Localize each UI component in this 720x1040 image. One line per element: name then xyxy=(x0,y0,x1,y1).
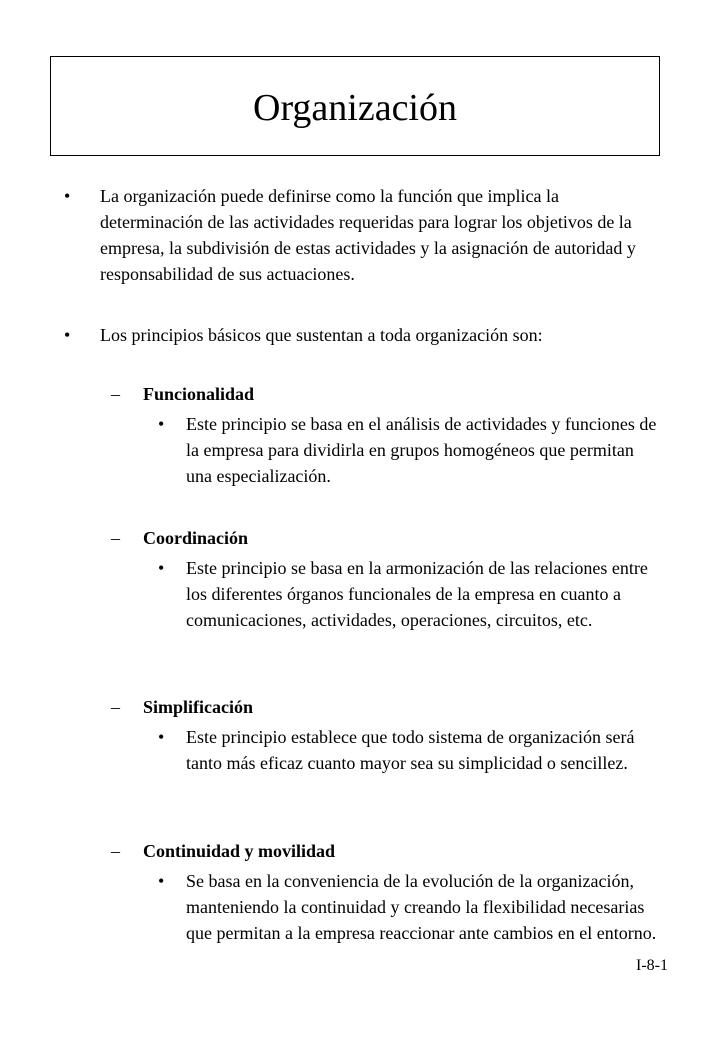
principle-heading-simplificacion xyxy=(111,694,254,720)
bullet-item-principles-intro xyxy=(64,322,660,348)
principle-heading-coordinacion xyxy=(111,525,249,551)
dash-marker: – xyxy=(111,528,120,548)
principle-description-continuidad xyxy=(158,868,660,946)
page-number: I-8-1 xyxy=(636,957,668,974)
title-box xyxy=(50,56,660,156)
principle-name: Funcionalidad xyxy=(143,384,255,404)
bullet-text: Los principios básicos que sustentan a toda organización son: xyxy=(100,325,543,345)
principle-name: Continuidad y movilidad xyxy=(143,841,336,861)
principle-description-text: Este principio establece que todo sistema de organización será tanto más eficaz cuanto mayor sea su simplicidad o sencillez. xyxy=(186,727,635,773)
dash-marker: – xyxy=(111,384,120,404)
principle-name: Coordinación xyxy=(143,528,249,548)
principle-heading-funcionalidad xyxy=(111,381,255,407)
dash-marker: – xyxy=(111,841,120,861)
principle-description-coordinacion xyxy=(158,555,660,633)
page-title: Organización xyxy=(253,87,457,129)
bullet-marker: • xyxy=(64,325,71,345)
bullet-marker: • xyxy=(158,871,165,891)
bullet-marker: • xyxy=(64,186,71,206)
bullet-item-definition xyxy=(64,183,660,287)
principle-description-text: Este principio se basa en el análisis de actividades y funciones de la empresa para dividirla en grupos homogéneos que permitan una especialización. xyxy=(186,414,657,486)
principle-description-simplificacion xyxy=(158,724,660,776)
principle-name: Simplificación xyxy=(143,697,254,717)
bullet-marker: • xyxy=(158,727,165,747)
principle-heading-continuidad xyxy=(111,838,336,864)
principle-description-funcionalidad xyxy=(158,411,660,489)
principle-description-text: Este principio se basa en la armonización de las relaciones entre los diferentes órganos funcionales de la empresa en cuanto a comunicaciones, actividades, operaciones, circuitos, etc. xyxy=(186,558,648,630)
bullet-text: La organización puede definirse como la función que implica la determinación de las actividades requeridas para lograr los objetivos de la empresa, la subdivisión de estas actividades y la asignación de autoridad y responsabilidad de sus actuaciones. xyxy=(100,186,636,284)
dash-marker: – xyxy=(111,697,120,717)
principle-description-text: Se basa en la conveniencia de la evolución de la organización, manteniendo la continuidad y creando la flexibilidad necesarias que permitan a la empresa reaccionar ante cambios en el entorno. xyxy=(186,871,657,943)
bullet-marker: • xyxy=(158,558,165,578)
bullet-marker: • xyxy=(158,414,165,434)
